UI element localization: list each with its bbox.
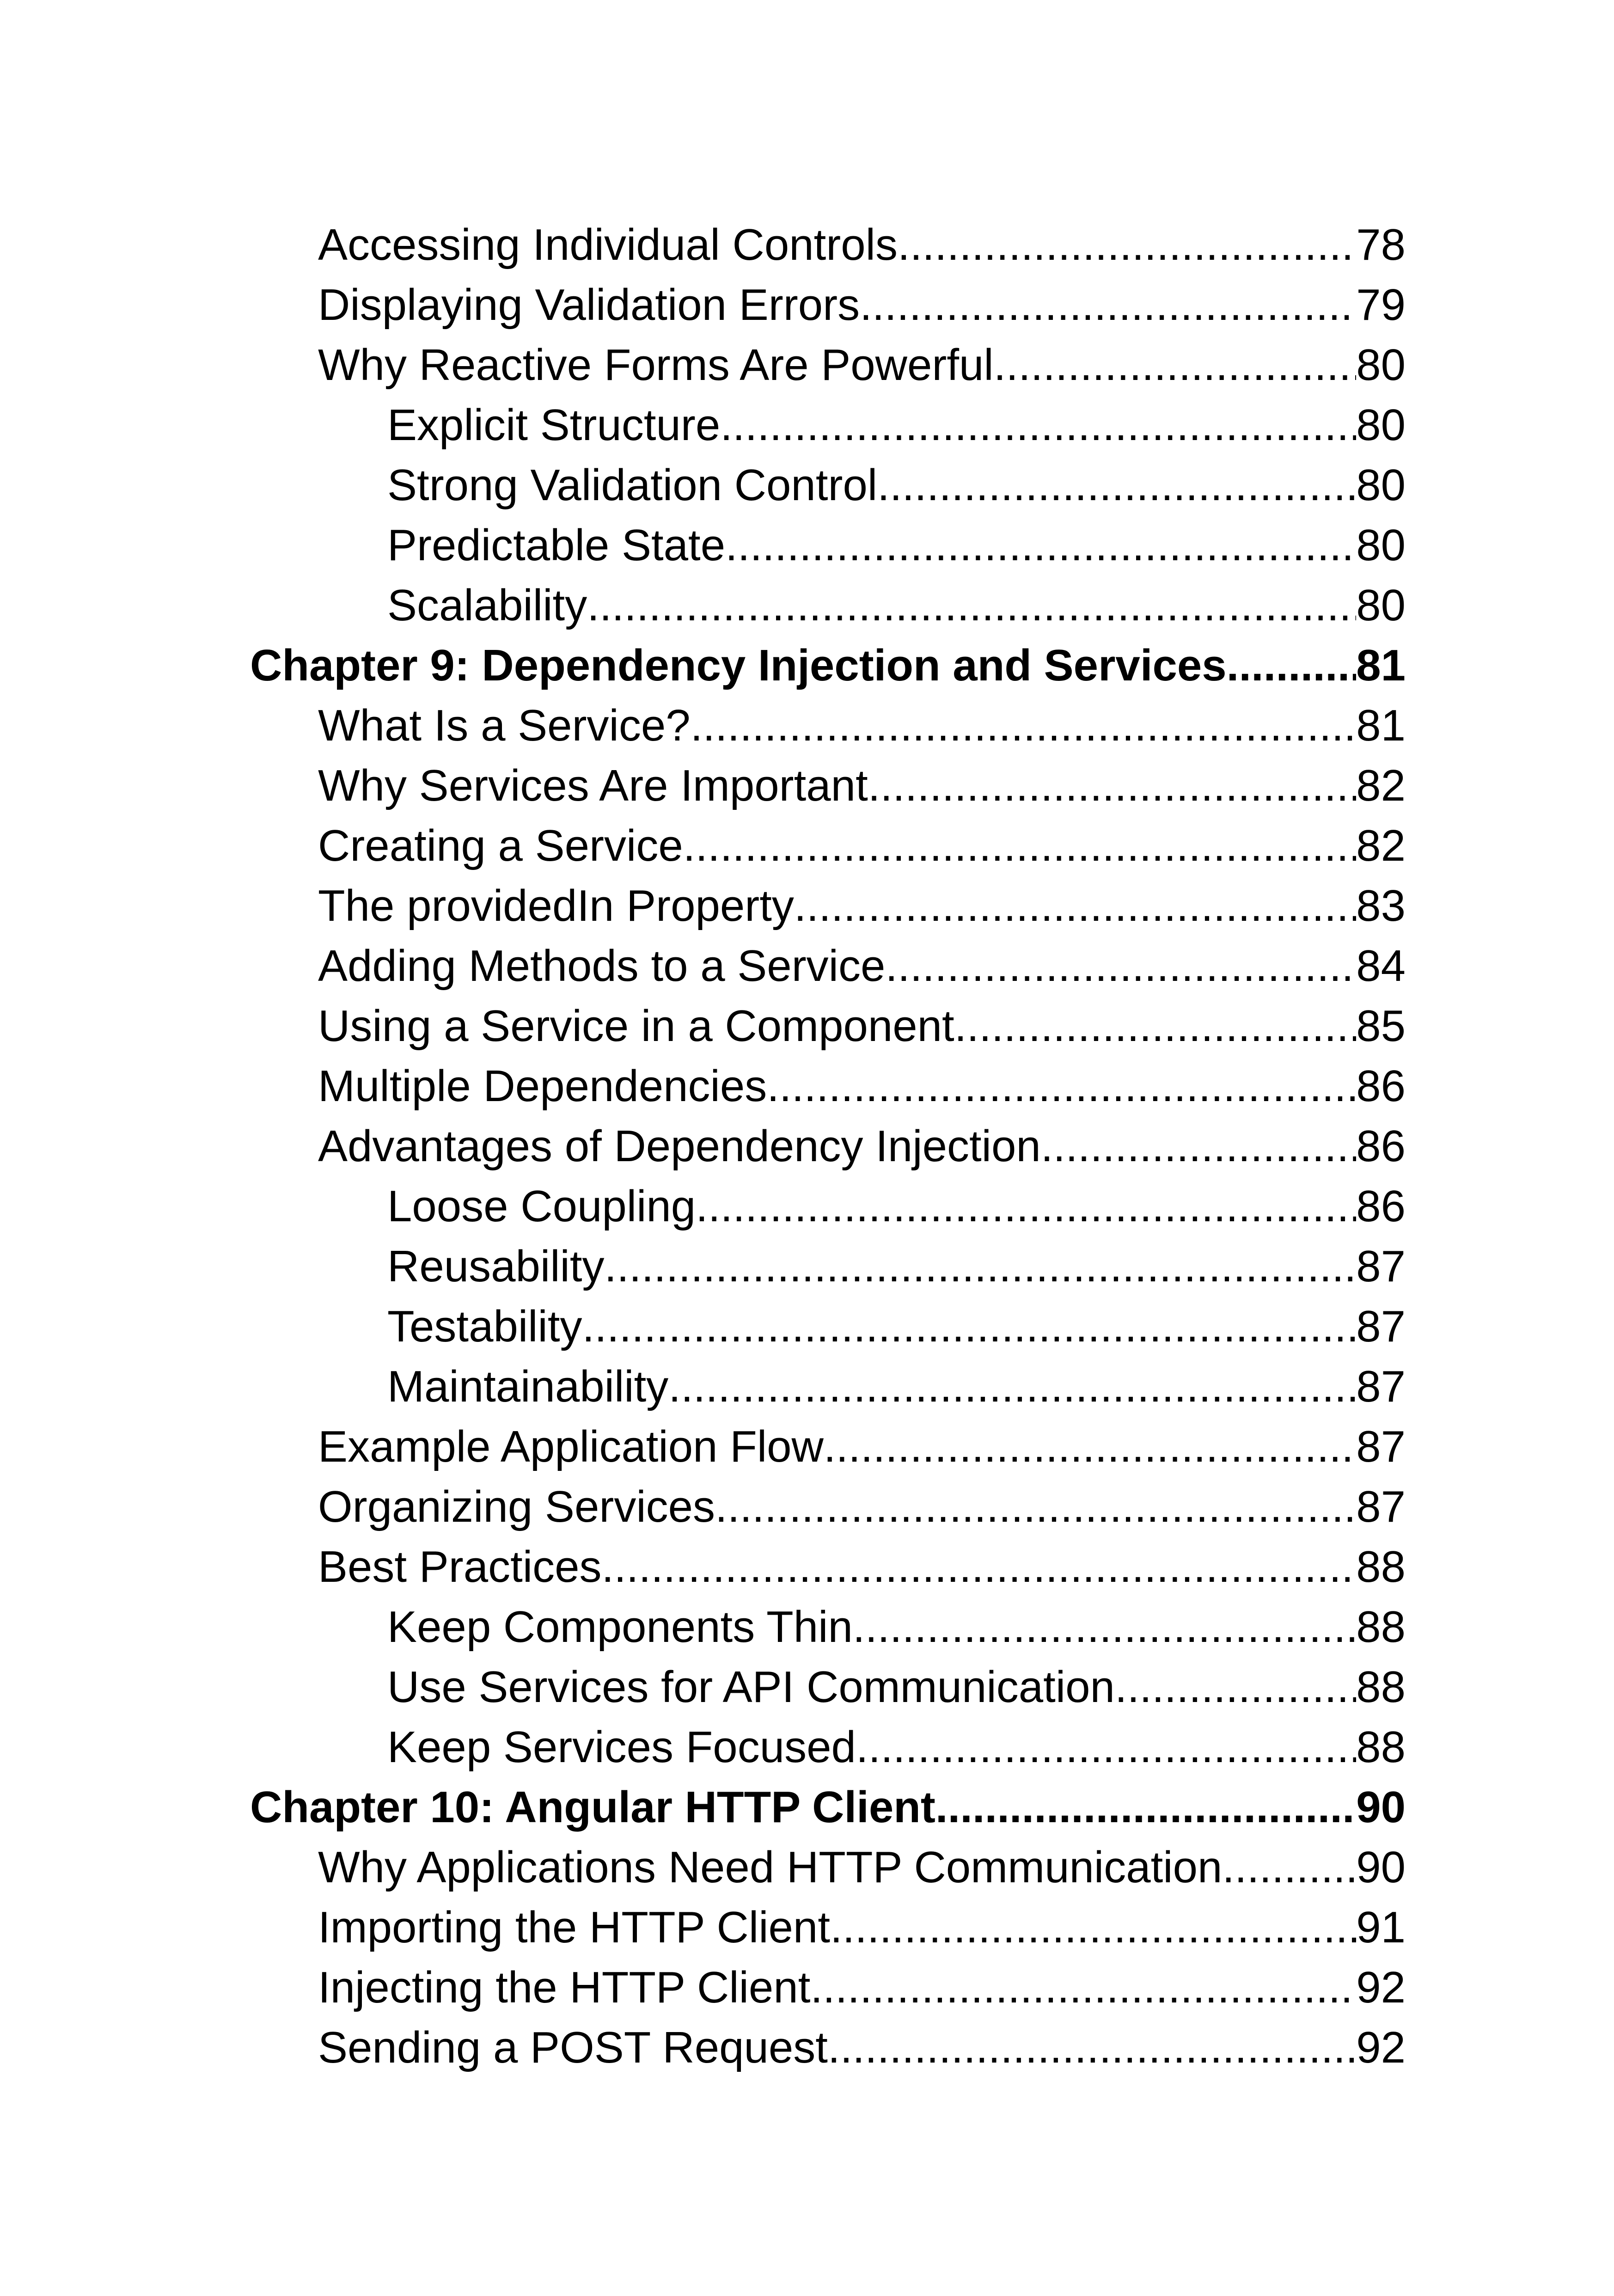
toc-page-number: 79 xyxy=(1356,280,1406,330)
toc-page-number: 80 xyxy=(1356,460,1406,510)
toc-entry[interactable] xyxy=(318,1898,1406,1958)
toc-dot-leader xyxy=(994,335,1356,395)
toc-entry-title: Loose Coupling xyxy=(387,1182,696,1231)
toc-entry-title: Why Services Are Important xyxy=(318,761,868,810)
toc-entry[interactable] xyxy=(387,576,1406,636)
toc-page-number: 92 xyxy=(1356,1963,1406,2012)
toc-page-number: 87 xyxy=(1356,1422,1406,1471)
toc-entry-title: Why Applications Need HTTP Communication xyxy=(318,1843,1223,1892)
toc-dot-leader xyxy=(828,2018,1356,2078)
toc-page-number: 87 xyxy=(1356,1242,1406,1291)
toc-entry[interactable] xyxy=(318,1477,1406,1537)
toc-dot-leader xyxy=(582,1297,1357,1357)
toc-entry-title: Strong Validation Control xyxy=(387,460,878,510)
toc-page-number: 84 xyxy=(1356,941,1406,991)
toc-entry-title: Creating a Service xyxy=(318,821,683,870)
toc-entry-title: Example Application Flow xyxy=(318,1422,824,1471)
toc-dot-leader xyxy=(853,1597,1356,1657)
toc-dot-leader xyxy=(725,515,1356,576)
toc-entry-title: Reusability xyxy=(387,1242,605,1291)
toc-entry[interactable] xyxy=(318,1837,1406,1898)
toc-page-number: 83 xyxy=(1356,881,1406,931)
toc-entry-title: Displaying Validation Errors xyxy=(318,280,860,330)
toc-entry[interactable] xyxy=(387,515,1406,576)
toc-dot-leader xyxy=(885,936,1356,996)
toc-entry-title: Chapter 10: Angular HTTP Client xyxy=(250,1782,935,1832)
toc-dot-leader xyxy=(715,1477,1356,1537)
toc-dot-leader xyxy=(668,1357,1356,1417)
toc-entry[interactable] xyxy=(387,1597,1406,1657)
toc-page-number: 91 xyxy=(1356,1903,1406,1952)
toc-dot-leader xyxy=(1227,636,1357,696)
toc-page-number: 87 xyxy=(1356,1302,1406,1351)
toc-page-number: 90 xyxy=(1356,1782,1406,1832)
toc-entry[interactable] xyxy=(318,816,1406,876)
toc-entry-title: Keep Components Thin xyxy=(387,1602,853,1652)
toc-entry[interactable] xyxy=(387,1297,1406,1357)
toc-dot-leader xyxy=(898,215,1356,275)
toc-entry[interactable] xyxy=(387,455,1406,515)
toc-dot-leader xyxy=(824,1417,1356,1477)
toc-dot-leader xyxy=(830,1898,1356,1958)
toc-page-number: 78 xyxy=(1356,220,1406,269)
toc-dot-leader xyxy=(877,455,1356,515)
toc-entry-title: Testability xyxy=(387,1302,582,1351)
toc-page-number: 85 xyxy=(1356,1001,1406,1051)
toc-entry[interactable] xyxy=(387,1717,1406,1777)
toc-entry[interactable] xyxy=(318,876,1406,936)
toc-entry-title: Best Practices xyxy=(318,1542,602,1592)
toc-entry[interactable] xyxy=(387,1357,1406,1417)
toc-page-number: 81 xyxy=(1356,641,1406,690)
toc-entry[interactable] xyxy=(318,275,1406,335)
toc-entry[interactable] xyxy=(318,996,1406,1056)
toc-page-number: 92 xyxy=(1356,2023,1406,2072)
toc-page-number: 90 xyxy=(1356,1843,1406,1892)
toc-entry[interactable] xyxy=(318,215,1406,275)
toc-dot-leader xyxy=(587,576,1356,636)
toc-entry[interactable] xyxy=(318,2018,1406,2078)
toc-chapter-entry[interactable] xyxy=(250,636,1406,696)
toc-dot-leader xyxy=(954,996,1357,1056)
toc-dot-leader xyxy=(720,395,1356,455)
toc-entry-title: Sending a POST Request xyxy=(318,2023,828,2072)
toc-dot-leader xyxy=(1041,1116,1356,1176)
toc-entry[interactable] xyxy=(318,1056,1406,1116)
toc-page-number: 82 xyxy=(1356,761,1406,810)
toc-page-number: 87 xyxy=(1356,1362,1406,1411)
toc-dot-leader xyxy=(1222,1837,1356,1898)
toc-dot-leader xyxy=(860,275,1356,335)
toc-page-number: 86 xyxy=(1356,1182,1406,1231)
toc-entry-title: What Is a Service? xyxy=(318,701,691,750)
toc-entry-title: Scalability xyxy=(387,581,587,630)
toc-dot-leader xyxy=(683,816,1357,876)
toc-entry-title: Using a Service in a Component xyxy=(318,1001,954,1051)
toc-entry-title: Organizing Services xyxy=(318,1482,715,1531)
toc-dot-leader xyxy=(767,1056,1356,1116)
toc-page-number: 81 xyxy=(1356,701,1406,750)
toc-dot-leader xyxy=(605,1237,1357,1297)
toc-entry-title: Keep Services Focused xyxy=(387,1722,856,1772)
toc-entry-title: Accessing Individual Controls xyxy=(318,220,898,269)
toc-dot-leader xyxy=(868,756,1356,816)
toc-dot-leader xyxy=(696,1176,1356,1237)
toc-entry[interactable] xyxy=(387,1237,1406,1297)
toc-entry-title: Predictable State xyxy=(387,520,726,570)
toc-page-number: 88 xyxy=(1356,1542,1406,1592)
toc-page-number: 80 xyxy=(1356,520,1406,570)
toc-page-number: 88 xyxy=(1356,1602,1406,1652)
toc-entry-title: Explicit Structure xyxy=(387,400,721,450)
toc-page-number: 82 xyxy=(1356,821,1406,870)
toc-dot-leader xyxy=(810,1958,1356,2018)
toc-dot-leader xyxy=(1115,1657,1356,1717)
toc-dot-leader xyxy=(856,1717,1356,1777)
toc-entry[interactable] xyxy=(318,335,1406,395)
toc-entry[interactable] xyxy=(318,1537,1406,1597)
toc-entry-title: Chapter 9: Dependency Injection and Services xyxy=(250,641,1227,690)
toc-entry[interactable] xyxy=(318,696,1406,756)
toc-entry[interactable] xyxy=(318,1417,1406,1477)
toc-page-number: 88 xyxy=(1356,1722,1406,1772)
toc-dot-leader xyxy=(602,1537,1357,1597)
toc-page-number: 86 xyxy=(1356,1061,1406,1111)
toc-entry-title: Advantages of Dependency Injection xyxy=(318,1121,1041,1171)
toc-entry-title: Maintainability xyxy=(387,1362,669,1411)
toc-page-number: 88 xyxy=(1356,1662,1406,1712)
toc-entry-title: The providedIn Property xyxy=(318,881,794,931)
toc-page-number: 80 xyxy=(1356,400,1406,450)
toc-entry[interactable] xyxy=(318,1958,1406,2018)
toc-dot-leader xyxy=(691,696,1357,756)
toc-entry[interactable] xyxy=(387,1176,1406,1237)
toc-page-number: 80 xyxy=(1356,581,1406,630)
toc-entry[interactable] xyxy=(387,395,1406,455)
toc-entry[interactable] xyxy=(318,936,1406,996)
toc-entry-title: Importing the HTTP Client xyxy=(318,1903,830,1952)
toc-entry-title: Multiple Dependencies xyxy=(318,1061,767,1111)
toc-entry[interactable] xyxy=(318,1116,1406,1176)
toc-entry-title: Why Reactive Forms Are Powerful xyxy=(318,340,994,390)
toc-entry[interactable] xyxy=(318,756,1406,816)
toc-entry-title: Adding Methods to a Service xyxy=(318,941,886,991)
toc-entry[interactable] xyxy=(387,1657,1406,1717)
toc-dot-leader xyxy=(935,1777,1356,1837)
toc-page-number: 86 xyxy=(1356,1121,1406,1171)
toc-entry-title: Injecting the HTTP Client xyxy=(318,1963,811,2012)
toc-chapter-entry[interactable] xyxy=(250,1777,1406,1837)
toc-page-number: 80 xyxy=(1356,340,1406,390)
toc-entry-title: Use Services for API Communication xyxy=(387,1662,1115,1712)
toc-page-number: 87 xyxy=(1356,1482,1406,1531)
toc-dot-leader xyxy=(794,876,1356,936)
